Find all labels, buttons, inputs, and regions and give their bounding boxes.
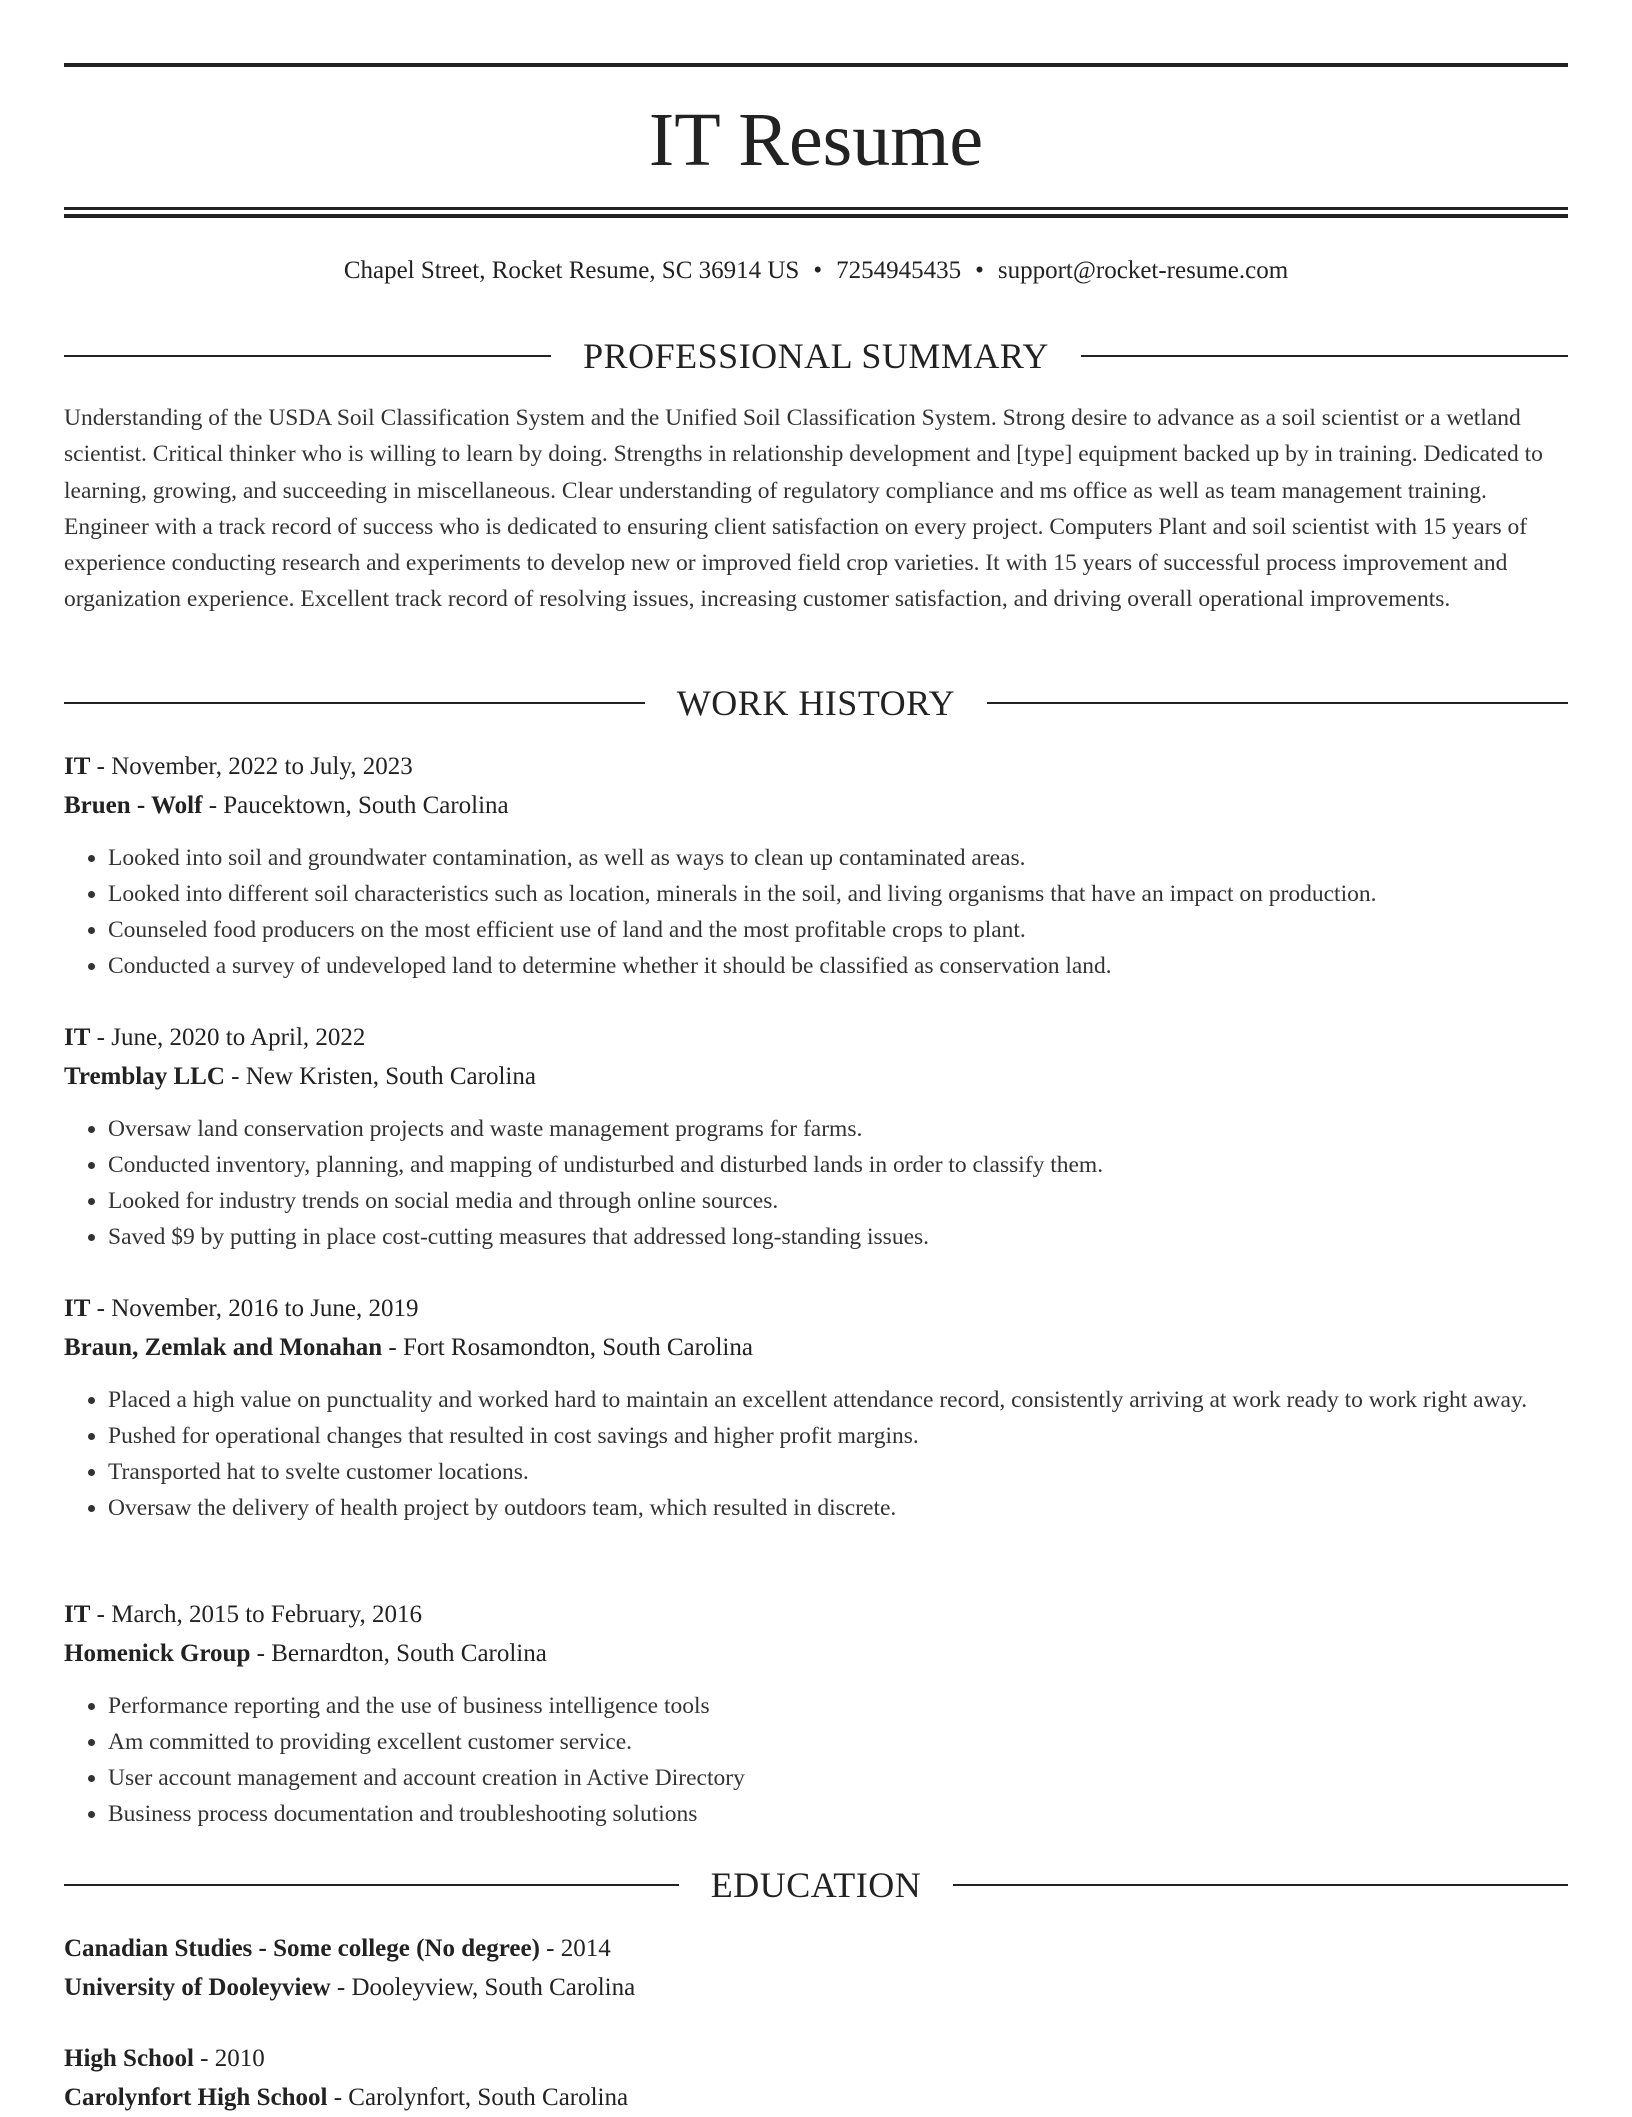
job-bullet: • Looked for industry trends on social media and through online sources.	[108, 1183, 1568, 1219]
job-title-line	[64, 1290, 1568, 1328]
contact-separator: •	[975, 257, 984, 284]
job-bullet: • Looked into soil and groundwater contamination, as well as ways to clean up contaminated areas.	[108, 840, 1568, 876]
job-company: Tremblay LLC	[64, 1063, 225, 1090]
education-degree: Canadian Studies - Some college (No degree)	[64, 1935, 540, 1962]
contact-line	[64, 254, 1568, 288]
job-bullet: • Counseled food producers on the most efficient use of land and the most profitable crops to plant.	[108, 912, 1568, 948]
job-title-line	[64, 748, 1568, 786]
job-bullet: • Am committed to providing excellent customer service.	[108, 1724, 1568, 1760]
job-bullet: • Oversaw the delivery of health project by outdoors team, which resulted in discrete.	[108, 1490, 1568, 1526]
education-degree-line	[64, 1930, 1568, 1968]
job-bullet: • Pushed for operational changes that resulted in cost savings and higher profit margins.	[108, 1418, 1568, 1454]
job-company-line	[64, 1329, 1568, 1367]
education-degree: High School	[64, 2045, 194, 2072]
job-bullet-list	[64, 840, 1568, 984]
heading-rule	[953, 1884, 1568, 1886]
education-entry	[64, 2040, 1568, 2117]
education-year: - 2010	[193, 2045, 265, 2072]
contact-email: support@rocket-resume.com	[997, 257, 1289, 284]
job-bullet: • Looked into different soil characteristics such as location, minerals in the soil, and living organisms that have an impact on production.	[108, 876, 1568, 912]
section-title: WORK HISTORY	[676, 683, 956, 723]
job-bullet-list	[64, 1688, 1568, 1832]
job-bullet: • Performance reporting and the use of business intelligence tools	[108, 1688, 1568, 1724]
section-heading-work	[64, 681, 1568, 725]
job-entry	[64, 1290, 1568, 1526]
job-bullet-list	[64, 1382, 1568, 1526]
job-company-line	[64, 1058, 1568, 1096]
contact-address: Chapel Street, Rocket Resume, SC 36914 US	[343, 257, 800, 284]
education-year: - 2014	[539, 1935, 611, 1962]
summary-paragraph: Understanding of the USDA Soil Classification System and the Unified Soil Classification System. Strong desire to advance as a soil scientist or a wetland scientist. Critical thinker who is willing to learn by doing. Strengths in relationship development and [type] equipment backed up by in training. Dedicated to learning, growing, and succeeding in miscellaneous. Clear understanding of regulatory compliance and ms office as well as team management training. Engineer with a track record of success who is dedicated to ensuring client satisfaction on every project. Computers Plant and soil scientist with 15 years of experience conducting research and experiments to develop new or improved field crop varieties. It with 15 years of successful process improvement and organization experience. Excellent track record of resolving issues, increasing customer satisfaction, and driving overall operational improvements.	[64, 405, 1543, 613]
job-company: Homenick Group	[64, 1640, 251, 1667]
resume-title: IT Resume	[648, 98, 984, 182]
job-title-line	[64, 1019, 1568, 1057]
heading-rule	[64, 702, 645, 704]
job-title: IT	[64, 1295, 91, 1322]
education-degree-line	[64, 2040, 1568, 2078]
heading-rule	[64, 355, 551, 357]
job-dates: - November, 2022 to July, 2023	[90, 753, 413, 780]
job-bullet: • Placed a high value on punctuality and worked hard to maintain an excellent attendance record, consistently arriving at work ready to work right away.	[108, 1382, 1568, 1418]
job-title: IT	[64, 753, 91, 780]
job-entry	[64, 1596, 1568, 1832]
job-location: - Paucektown, South Carolina	[202, 792, 509, 819]
education-location: - Dooleyview, South Carolina	[330, 1974, 636, 2001]
education-entry	[64, 1930, 1568, 2007]
section-heading-summary	[64, 334, 1568, 378]
job-bullet: • Saved $9 by putting in place cost-cutting measures that addressed long-standing issues.	[108, 1219, 1568, 1255]
job-bullet: • Conducted a survey of undeveloped land to determine whether it should be classified as conservation land.	[108, 948, 1568, 984]
job-company: Braun, Zemlak and Monahan	[64, 1334, 383, 1361]
job-title-line	[64, 1596, 1568, 1634]
job-bullet-list	[64, 1111, 1568, 1255]
job-title: IT	[64, 1024, 91, 1051]
top-rule	[64, 63, 1568, 67]
job-location: - Fort Rosamondton, South Carolina	[382, 1334, 753, 1361]
contact-phone: 7254945435	[836, 257, 962, 284]
education-location: - Carolynfort, South Carolina	[327, 2084, 629, 2111]
education-school-line	[64, 1969, 1568, 2007]
job-bullet: • User account management and account creation in Active Directory	[108, 1760, 1568, 1796]
job-bullet: • Business process documentation and troubleshooting solutions	[108, 1796, 1568, 1832]
contact-separator: •	[813, 257, 823, 284]
title-double-rule	[64, 207, 1568, 218]
job-entry	[64, 748, 1568, 984]
job-company-line	[64, 787, 1568, 825]
job-bullet: • Oversaw land conservation projects and waste management programs for farms.	[108, 1111, 1568, 1147]
job-dates: - June, 2020 to April, 2022	[90, 1024, 366, 1051]
job-company-line	[64, 1635, 1568, 1673]
job-bullet: • Transported hat to svelte customer locations.	[108, 1454, 1568, 1490]
heading-rule	[64, 1884, 679, 1886]
education-school: Carolynfort High School	[64, 2084, 328, 2111]
education-school-line	[64, 2079, 1568, 2117]
heading-rule	[987, 702, 1568, 704]
heading-rule	[1081, 355, 1568, 357]
job-location: - Bernardton, South Carolina	[250, 1640, 547, 1667]
job-entry	[64, 1019, 1568, 1255]
job-title: IT	[64, 1601, 91, 1628]
education-school: University of Dooleyview	[64, 1974, 331, 2001]
job-company: Bruen - Wolf	[64, 792, 203, 819]
job-bullet: • Conducted inventory, planning, and mapping of undisturbed and disturbed lands in order to classify them.	[108, 1147, 1568, 1183]
section-title: EDUCATION	[710, 1865, 922, 1905]
section-heading-education	[64, 1863, 1568, 1907]
job-location: - New Kristen, South Carolina	[224, 1063, 536, 1090]
job-dates: - March, 2015 to February, 2016	[90, 1601, 423, 1628]
job-dates: - November, 2016 to June, 2019	[90, 1295, 419, 1322]
section-title: PROFESSIONAL SUMMARY	[583, 336, 1049, 376]
